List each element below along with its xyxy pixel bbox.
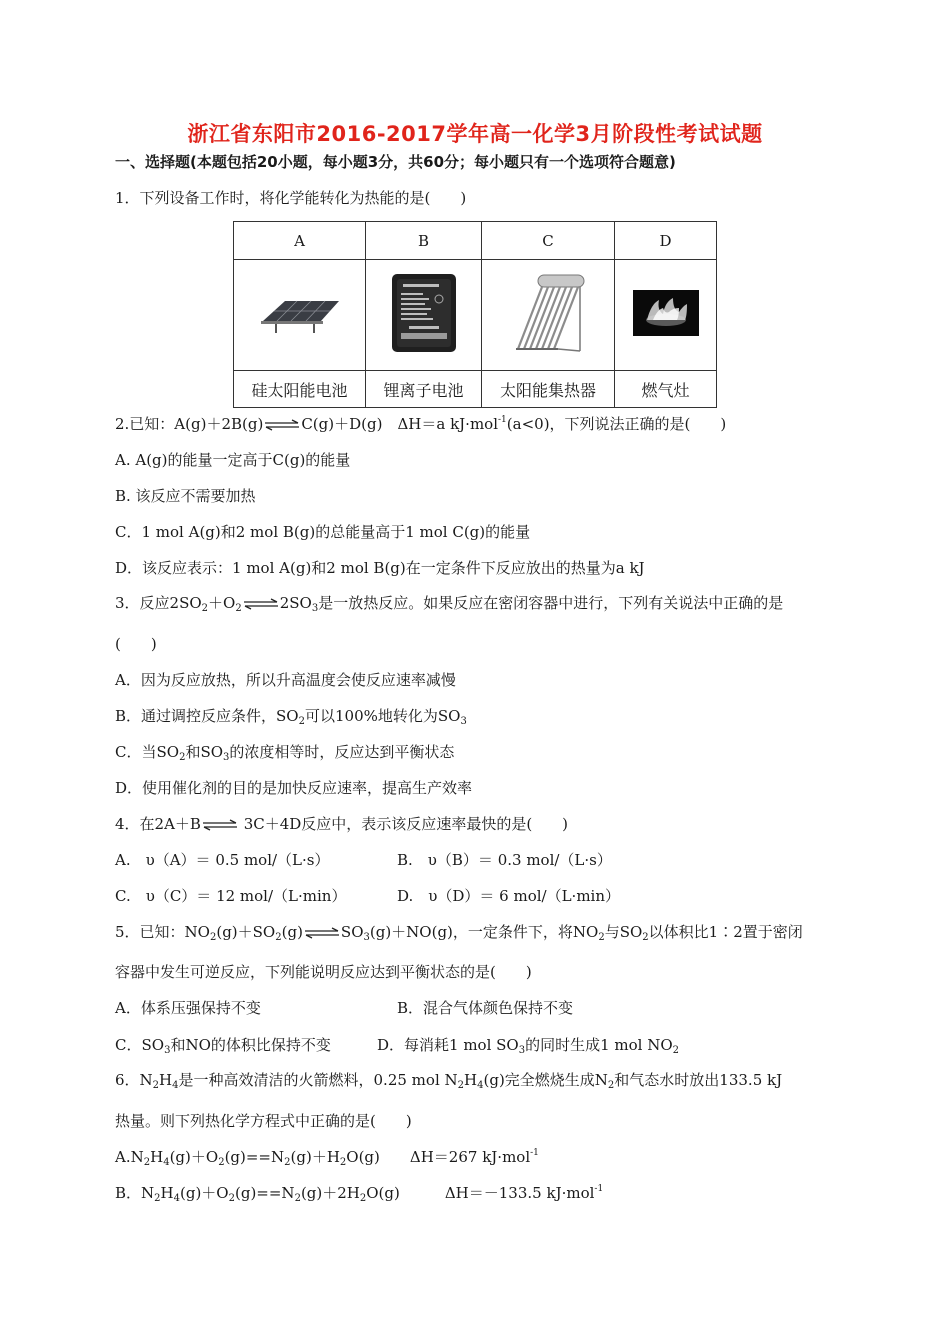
question-4-option-a: A. υ（A）＝ 0.5 mol/（L·s） [115, 851, 330, 869]
equilibrium-arrow-icon [243, 598, 279, 610]
question-1-stem: 1．下列设备工作时，将化学能转化为热能的是( ) [115, 189, 467, 207]
option-b-header: B [366, 222, 482, 260]
equilibrium-arrow-icon [202, 819, 238, 831]
question-6-stem-line2: 热量。则下列热化学方程式中正确的是( ) [115, 1112, 412, 1130]
question-3-option-d: D．使用催化剂的目的是加快反应速率，提高生产效率 [115, 779, 473, 797]
question-2-option-d: D．该反应表示：1 mol A(g)和2 mol B(g)在一定条件下反应放出的热量为a kJ [115, 559, 645, 577]
option-d-label: 燃气灶 [615, 371, 717, 408]
solar-panel-image [255, 289, 345, 337]
option-c-header: C [482, 222, 615, 260]
option-b-image-cell [366, 260, 482, 371]
question-5-stem-line2: 容器中发生可逆反应，下列能说明反应达到平衡状态的是( ) [115, 963, 532, 981]
section-heading: 一、选择题(本题包括20小题，每小题3分，共60分；每小题只有一个选项符合题意) [115, 153, 676, 171]
option-a-image-cell [234, 260, 366, 371]
question-4-option-d: D. υ（D）＝ 6 mol/（L·min） [397, 887, 621, 905]
question-4-stem: 4．在2A＋B 3C＋4D反应中，表示该反应速率最快的是( ) [115, 815, 569, 833]
question-2-stem: 2.已知：A(g)＋2B(g) C(g)＋D(g) ΔH＝a kJ·mol$^{-1}$(a<0)，下列说法正确的是( ) [115, 415, 727, 433]
question-3-option-a: A．因为反应放热，所以升高温度会使反应速率减慢 [115, 671, 456, 689]
question-4-option-b: B. υ（B）＝ 0.3 mol/（L·s） [397, 851, 612, 869]
option-b-label: 锂离子电池 [366, 371, 482, 408]
question-3-paren: ( ) [115, 635, 157, 653]
device-table [233, 221, 717, 408]
equilibrium-arrow-icon [264, 419, 300, 431]
question-3-stem: 3．反应$2SO_2+O_2$ $2SO_3$是一放热反应。如果反应在密闭容器中进行，下列有关说法中正确的是 [115, 594, 784, 614]
question-2-option-c: C．1 mol A(g)和2 mol B(g)的总能量高于1 mol C(g)的能量 [115, 523, 531, 541]
page-title: 浙江省东阳市2016-2017学年高一化学3月阶段性考试试题 [187, 122, 763, 146]
question-3-option-c: C．当$SO_2$和$SO_3$的浓度相等时，反应达到平衡状态 [115, 743, 455, 763]
option-a-label: 硅太阳能电池 [234, 371, 366, 408]
gas-stove-flame-image [633, 290, 699, 336]
question-5-option-a: A．体系压强保持不变 [115, 999, 261, 1017]
question-5-option-c: C．$SO_3$和NO的体积比保持不变 [115, 1036, 331, 1056]
lithium-battery-image [389, 271, 459, 355]
option-c-label: 太阳能集热器 [482, 371, 615, 408]
question-5-option-b: B．混合气体颜色保持不变 [397, 999, 574, 1017]
question-3-option-b: B．通过调控反应条件，$SO_2$可以100%地转化为$SO_3$ [115, 707, 467, 727]
option-a-header: A [234, 222, 366, 260]
question-2-option-a: A. A(g)的能量一定高于C(g)的能量 [115, 451, 351, 469]
question-5-stem: 5．已知：$NO_2(g)+SO_2(g)$ $SO_3(g)+NO(g)$，一定条件下，将$NO_2$与$SO_2$以体积比1∶2置于密闭 [115, 923, 803, 943]
equilibrium-arrow-icon [304, 927, 340, 939]
option-d-header: D [615, 222, 717, 260]
solar-water-heater-image [508, 269, 588, 357]
option-c-image-cell [482, 260, 615, 371]
question-4-option-c: C. υ（C）＝ 12 mol/（L·min） [115, 887, 347, 905]
question-5-option-d: D．每消耗1 mol $SO_3$的同时生成1 mol $NO_2$ [377, 1036, 680, 1056]
question-6-stem: 6．$N_2H_4$是一种高效清洁的火箭燃料，0.25 mol $N_2H_4(g)$完全燃烧生成$N_2$和气态水时放出133.5 kJ [115, 1071, 783, 1091]
option-d-image-cell [615, 260, 717, 371]
question-6-option-b: B．$N_2H_4(g)+O_2(g)==N_2(g)+2H_2O(g)$ ΔH＝－133.5 kJ·mol$^{-1}$ [115, 1184, 604, 1204]
question-2-option-b: B. 该反应不需要加热 [115, 487, 256, 505]
question-6-option-a: $A.N_2H_4(g)+O_2(g)==N_2(g)+H_2O(g)$ ΔH＝267 kJ·mol$^{-1}$ [115, 1148, 539, 1168]
